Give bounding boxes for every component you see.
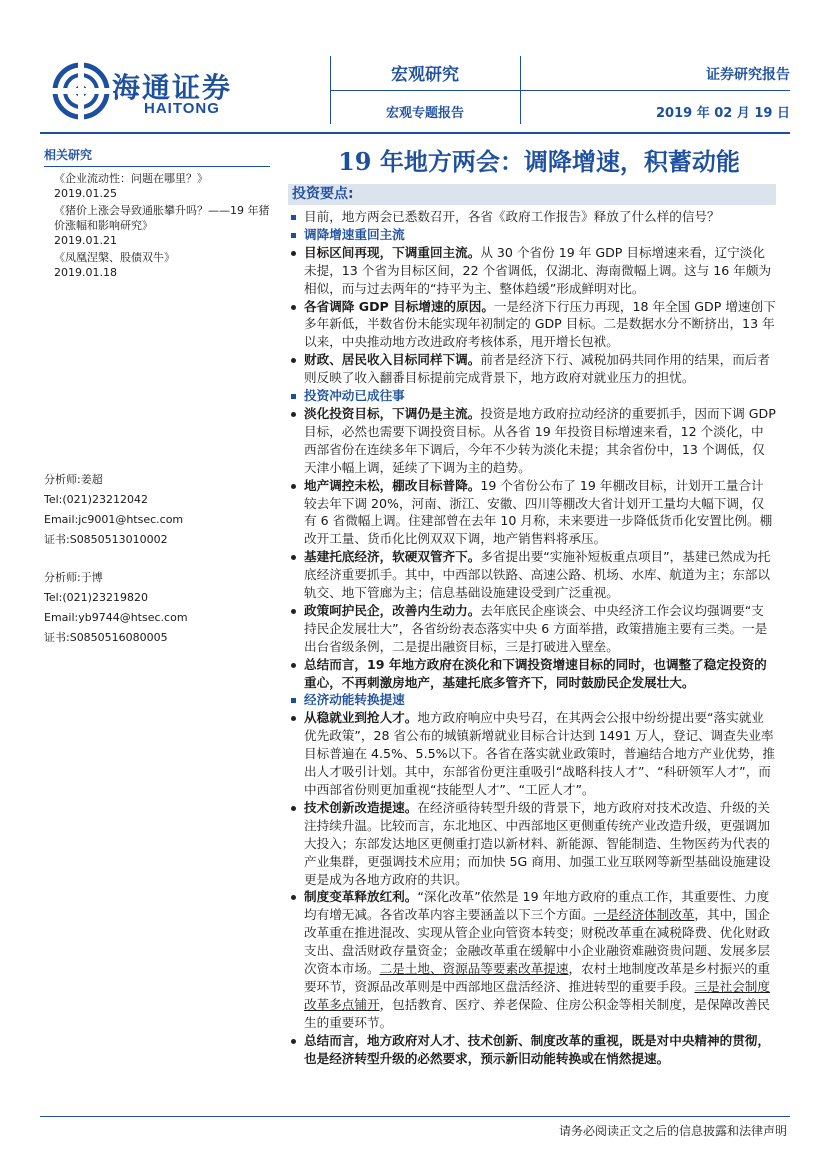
footer-disclaimer[interactable]: 请务必阅读正文之后的信息披露和法律声明 <box>558 1124 787 1138</box>
analyst-name: 分析师:于博 <box>44 571 103 584</box>
summary-point: 政策呵护民企，改善内生动力。去年底民企座谈会、中央经济工作会议均强调要“支持民企发展壮大”，各省纷纷表态落实中央 6 方面举措，政策措施主要有三类。一是出台省级条例，二是提出融资目标，三是打破进入壁垒。 <box>288 602 776 656</box>
header-divider <box>330 90 520 91</box>
related-research-heading: 相关研究 <box>44 148 270 167</box>
page-title: 19 年地方两会：调降增速，积蓄动能 <box>338 147 740 176</box>
subsection-heading: 经济动能转换提速 <box>288 691 776 709</box>
related-item[interactable] <box>44 203 270 248</box>
related-item-title[interactable]: 《企业流动性：问题在哪里？》 <box>54 172 208 185</box>
analyst-card <box>44 470 270 550</box>
related-item[interactable] <box>44 171 270 201</box>
summary-point: 各省调降 GDP 目标增速的原因。一是经济下行压力再现，18 年全国 GDP 增速创下多年新低，半数省份未能实现年初制定的 GDP 目标。二是数据水分不断挤出，13 年以来，中央推动地方改进政府考核体系，甩开增长包袱。 <box>288 298 776 352</box>
section-label: 宏观研究 <box>391 65 459 85</box>
analyst-tel: Tel:(021)23212042 <box>44 493 148 506</box>
summary-point: 从稳就业到抢人才。地方政府响应中央号召，在其两会公报中纷纷提出要“落实就业优先政策”，28 省公布的城镇新增就业目标合计达到 1491 万人，登记、调查失业率目标普遍在 4.5%、5.5%以下。各省在落实就业政策时，普遍结合地方产业优势，推出人才吸引计划。其中，东部省份更注重吸引“战略科技人才”、“科研领军人才”，而中西部省份则更加重视“技能型人才”、“工匠人才”。 <box>288 709 776 799</box>
summary-point: 财政、居民收入目标同样下调。前者是经济下行、减税加码共同作用的结果，而后者则反映了收入翻番目标提前完成背景下，地方政府对就业压力的担忧。 <box>288 351 776 387</box>
header-rule <box>40 132 790 134</box>
summary-intro: 目前，地方两会已悉数召开，各省《政府工作报告》释放了什么样的信号？ <box>288 208 776 226</box>
summary-point: 目标区间再现，下调重回主流。从 30 个省份 19 年 GDP 目标增速来看，辽宁淡化未提，13 个省为目标区间，22 个省调低，仅湖北、海南微幅上调。这与 16 年颇为相似，而与过去两年的“持平为主、整体趋缓”形成鲜明对比。 <box>288 244 776 298</box>
related-item-date: 2019.01.25 <box>54 187 117 200</box>
logo-chinese-text: 海通证券 <box>112 71 233 104</box>
summary-heading: 投资要点: <box>288 184 776 205</box>
related-research <box>44 148 270 282</box>
haitong-logo-icon <box>52 62 110 120</box>
header-divider <box>520 90 790 91</box>
analyst-cert: 证书:S0850516080005 <box>44 631 168 644</box>
summary-point: 技术创新改造提速。在经济亟待转型升级的背景下，地方政府对技术改造、升级的关注持续升温。比较而言，东北地区、中西部地区更侧重传统产业改造升级，更强调加大投入；东部发达地区更侧重打造以新材料、新能源、智能制造、生物医药为代表的产业集群，更强调技术应用；而加快 5G 商用、加强工业互联网等新型基础设施建设更是成为各地方政府的共识。 <box>288 799 776 889</box>
report-date: 2019 年 02 月 19 日 <box>656 106 790 121</box>
analyst-name: 分析师:姜超 <box>44 473 103 486</box>
summary-point: 淡化投资目标，下调仍是主流。投资是地方政府拉动经济的重要抓手，因而下调 GDP 目标，必然也需要下调投资目标。从各省 19 年投资目标增速来看，12 个淡化，中西部省份在连续多年下调后，今年不少转为淡化未提；其余省份中，13 个调低，仅天津小幅上调，延续了下调为主的趋势。 <box>288 405 776 477</box>
analyst-cert: 证书:S0850513010002 <box>44 533 168 546</box>
related-item-date: 2019.01.21 <box>54 234 117 247</box>
summary-point: 制度变革释放红利。“深化改革”依然是 19 年地方政府的重点工作，其重要性、力度均有增无减。各省改革内容主要涵盖以下三个方面。一是经济体制改革，其中，国企改革重在推进混改、实现从管企业向管资本转变；财税改革重在减税降费、优化财政支出、盘活财政存量资金；金融改革重在缓解中小企业融资难融资贵问题、发展多层次资本市场。二是土地、资源品等要素改革提速，农村土地制度改革是乡村振兴的重要环节，资源品改革则是中西部地区盘活经济、推进转型的重要手段。三是社会制度改革多点铺开，包括教育、医疗、养老保险、住房公积金等相关制度，是保障改善民生的重要环节。 <box>288 888 776 1031</box>
footer-rule <box>40 1116 790 1117</box>
subsection-heading: 投资冲动已成往事 <box>288 387 776 405</box>
related-item-date: 2019.01.18 <box>54 266 117 279</box>
analyst-card <box>44 568 270 648</box>
summary-point: 基建托底经济，软硬双管齐下。多省提出要“实施补短板重点项目”，基建已然成为托底经济重要抓手。其中，中西部以铁路、高速公路、机场、水库、航道为主；东部以轨交、地下管廊为主；信息基础设施建设受到广泛重视。 <box>288 548 776 602</box>
summary-point: 地产调控未松，棚改目标普降。19 个省份公布了 19 年棚改目标，计划开工量合计较去年下调 20%，河南、浙江、安徽、四川等棚改大省计划开工量均大幅下调，仅有 6 省微幅上调。住建部曾在去年 10 月称，未来要进一步降低货币化安置比例。棚改开工量、货币化比例双双下调，地产销售料将承压。 <box>288 477 776 549</box>
investment-summary <box>288 184 776 1068</box>
analyst-tel: Tel:(021)23219820 <box>44 591 148 604</box>
summary-conclusion: 总结而言，19 年地方政府在淡化和下调投资增速目标的同时，也调整了稳定投资的重心，不再刺激房地产，基建托底多管齐下，同时鼓励民企发展壮大。 <box>288 656 776 692</box>
report-header <box>40 48 790 128</box>
related-item-title[interactable]: 《凤凰涅槃、股债双牛》 <box>54 251 175 264</box>
related-item[interactable] <box>44 250 270 280</box>
related-item-title[interactable]: 《猪价上涨会导致通胀攀升吗？——19 年猪价涨幅和影响研究》 <box>54 204 270 232</box>
analyst-email[interactable]: Email:jc9001@htsec.com <box>44 513 184 526</box>
summary-conclusion: 总结而言，地方政府对人才、技术创新、制度改革的重视，既是对中央精神的贯彻，也是经济转型升级的必然要求，预示新旧动能转换或在悄然提速。 <box>288 1032 776 1068</box>
logo-english-text: HAITONG <box>144 100 220 117</box>
haitong-logo <box>52 62 252 122</box>
report-type: 证券研究报告 <box>706 67 790 83</box>
subsection-heading: 调降增速重回主流 <box>288 226 776 244</box>
analyst-email[interactable]: Email:yb9744@htsec.com <box>44 611 188 624</box>
subsection-label: 宏观专题报告 <box>385 106 464 121</box>
